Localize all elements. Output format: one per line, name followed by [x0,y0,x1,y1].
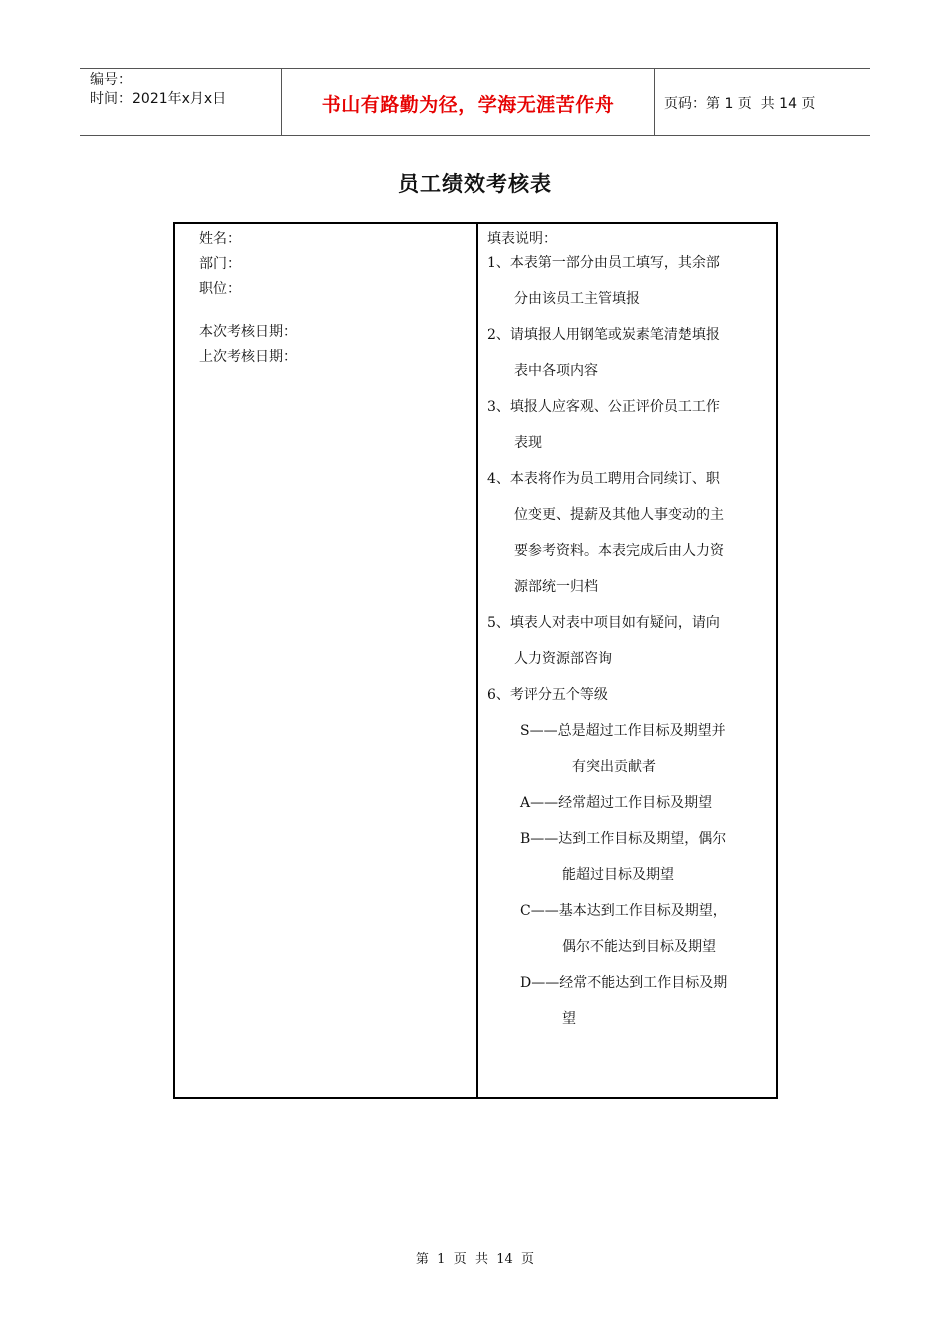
name-field-label: 姓名： [199,231,241,247]
instruction-item [487,254,767,326]
instruction-line: 6、考评分五个等级 [487,687,608,703]
grade-line: A——经常超过工作目标及期望 [520,795,713,811]
grade-item-s [487,722,767,794]
instruction-line: 2、请填报人用钢笔或炭素笔清楚填报 [487,327,720,343]
grade-item-a [487,794,767,830]
page-footer: 第 1 页 共 14 页 [415,1252,535,1267]
last-review-date-label: 上次考核日期： [199,349,297,365]
grade-item-d [487,974,767,1046]
header-motto: 书山有路勤为径，学海无涯苦作舟 [321,93,615,116]
instruction-item [487,686,767,722]
instructions-heading: 填表说明： [487,231,557,247]
instruction-line: 3、填报人应客观、公正评价员工工作 [487,399,720,415]
instruction-line: 要参考资料。本表完成后由人力资 [514,543,724,559]
header-meta [90,71,226,109]
grade-line: 偶尔不能达到目标及期望 [562,939,716,955]
grade-line: D——经常不能达到工作目标及期 [520,975,728,991]
document-title: 员工绩效考核表 [398,172,552,196]
page-header [80,68,870,136]
instruction-item [487,614,767,686]
grade-line: 有突出贡献者 [572,759,656,775]
grade-line: C——基本达到工作目标及期望， [520,903,727,919]
department-field-label: 部门： [199,256,241,272]
instruction-line: 人力资源部咨询 [514,651,612,667]
header-page-info: 页码：第 1 页 共 14 页 [664,96,816,112]
code-label: 编号： [90,72,132,88]
instruction-item [487,398,767,470]
instruction-line: 表现 [514,435,542,451]
position-field-label: 职位： [199,281,241,297]
grade-line: S——总是超过工作目标及期望并 [520,723,726,739]
this-review-date-label: 本次考核日期： [199,324,297,340]
instruction-line: 分由该员工主管填报 [514,291,640,307]
instruction-item [487,470,767,614]
time-label: 时间：2021年x月x日 [90,91,227,107]
instruction-line: 表中各项内容 [514,363,598,379]
instructions-column [487,230,767,1046]
header-divider [654,69,655,135]
column-divider [476,224,478,1097]
appraisal-form [173,222,778,1099]
grade-item-b [487,830,767,902]
employee-info-column [199,230,297,373]
instruction-item [487,326,767,398]
instruction-line: 1、本表第一部分由员工填写，其余部 [487,255,720,271]
grade-line: B——达到工作目标及期望，偶尔 [520,831,727,847]
spacer [199,305,297,323]
grade-line: 望 [562,1011,576,1027]
grade-line: 能超过目标及期望 [562,867,674,883]
instruction-line: 源部统一归档 [514,579,598,595]
instruction-line: 位变更、提薪及其他人事变动的主 [514,507,724,523]
instruction-line: 5、填表人对表中项目如有疑问，请向 [487,615,720,631]
instruction-line: 4、本表将作为员工聘用合同续订、职 [487,471,720,487]
grade-item-c [487,902,767,974]
